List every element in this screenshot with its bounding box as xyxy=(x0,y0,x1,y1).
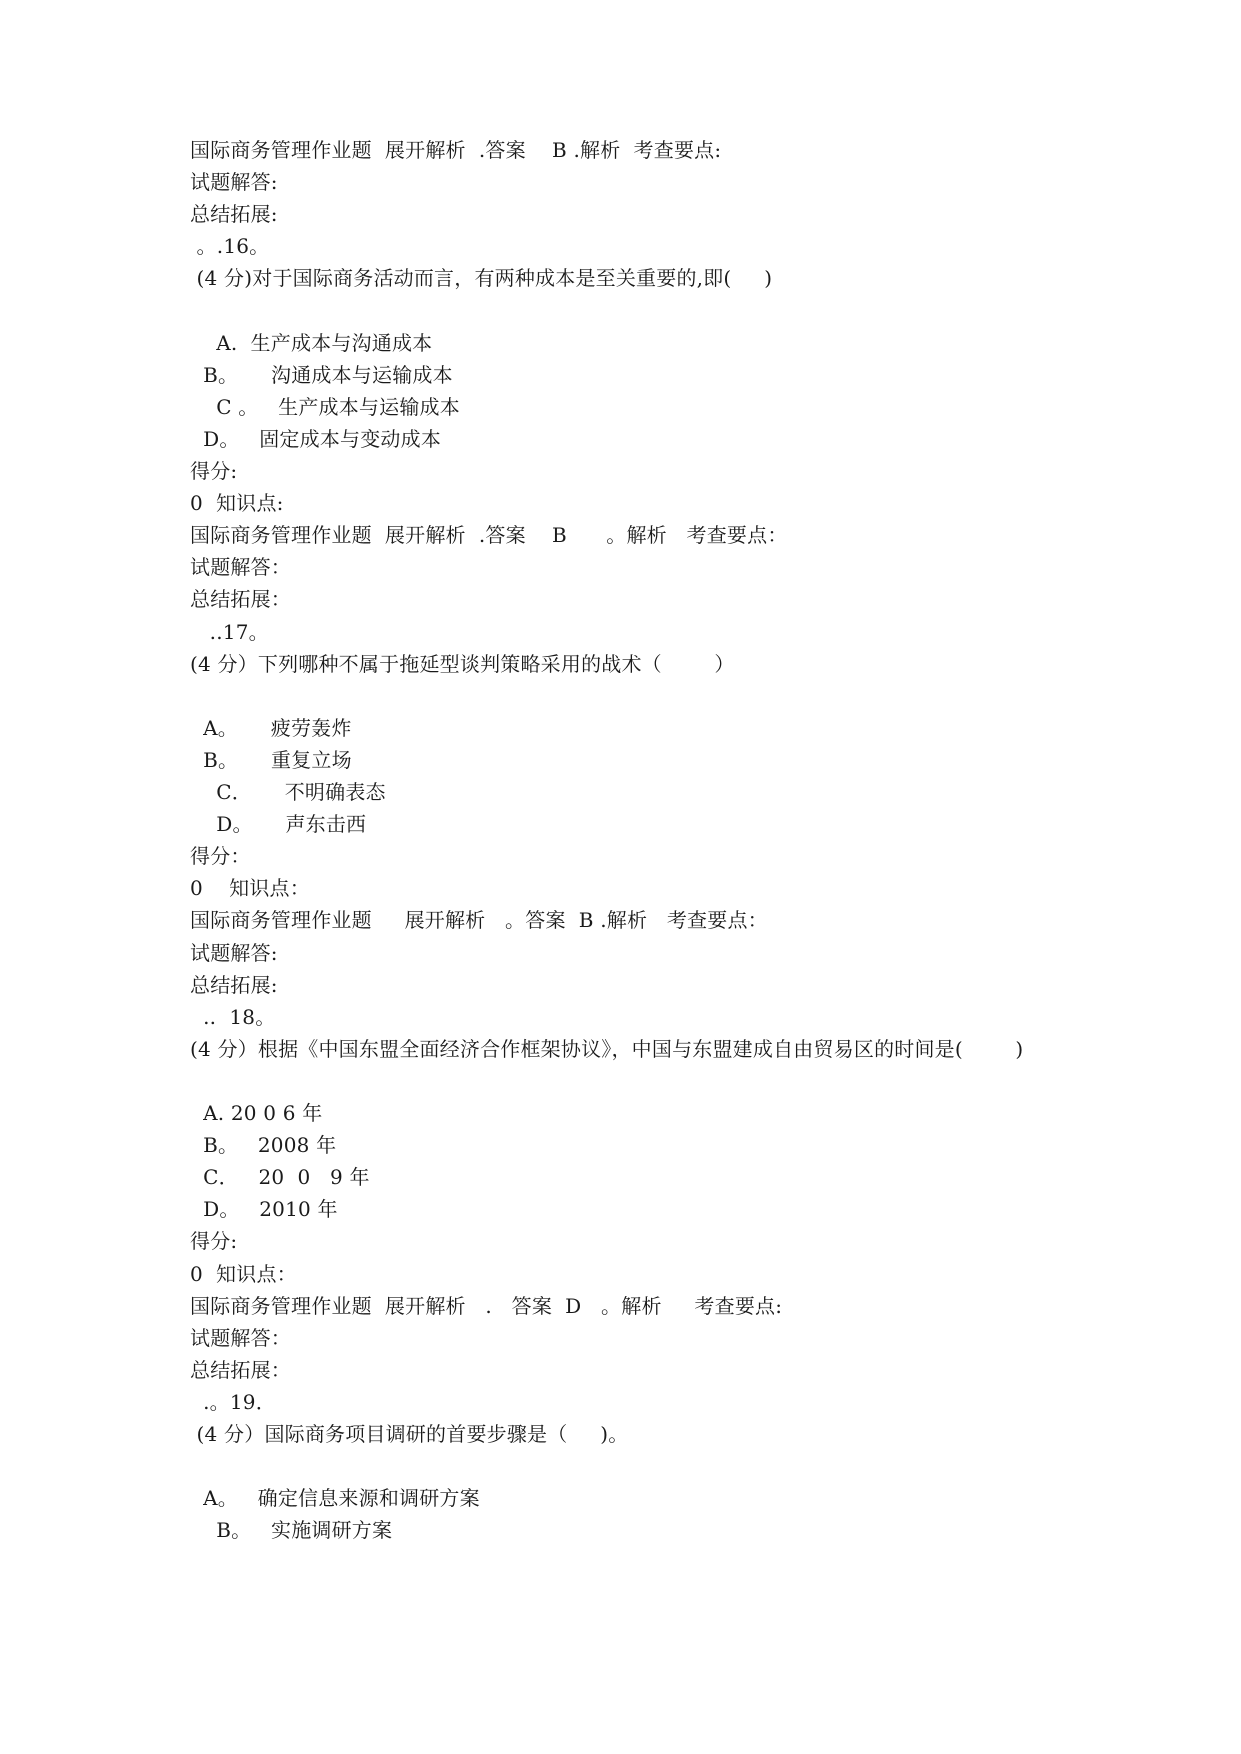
text-line: B。 2008 年 xyxy=(190,1133,337,1158)
text-line: A。 疲劳轰炸 xyxy=(190,715,352,740)
text-line: C． 不明确表态 xyxy=(190,780,386,804)
text-line: ..17。 xyxy=(190,619,269,644)
text-line: 总结拓展： xyxy=(190,1357,291,1382)
text-line: C 。 生产成本与运输成本 xyxy=(190,394,460,419)
text-line: .。19． xyxy=(190,1389,276,1414)
text-line: B。 重复立场 xyxy=(190,747,352,772)
text-line: A. 20 0 6 年 xyxy=(190,1101,323,1125)
text-line: 得分: xyxy=(190,459,238,483)
text-line: 国际商务管理作业题 展开解析 .答案 B .解析 考查要点: xyxy=(190,138,722,162)
text-line: 0 知识点： xyxy=(190,876,310,901)
text-line: A。 确定信息来源和调研方案 xyxy=(190,1486,480,1511)
text-line: D。 固定成本与变动成本 xyxy=(190,426,442,451)
text-line: C． 20 0 9 年 xyxy=(190,1165,370,1190)
text-line: 0 知识点： xyxy=(190,1261,297,1286)
text-line: (4 分）下列哪种不属于拖延型谈判策略采用的战术（ ） xyxy=(190,651,735,676)
text-line: D。 声东击西 xyxy=(190,812,367,837)
text-line: 国际商务管理作业题 展开解析 。答案 B .解析 考查要点： xyxy=(190,908,768,933)
text-line: .. 18。 xyxy=(190,1004,276,1029)
text-line: 试题解答： xyxy=(190,1325,291,1350)
text-line: 试题解答： xyxy=(190,555,291,580)
text-line: 试题解答: xyxy=(190,940,278,965)
text-line: 得分: xyxy=(190,1229,238,1254)
text-line: 总结拓展: xyxy=(190,202,278,227)
text-line: 总结拓展： xyxy=(190,587,291,612)
text-line: (4 分）国际商务项目调研的首要步骤是（ )。 xyxy=(190,1422,629,1446)
text-line: (4 分）根据《中国东盟全面经济合作框架协议》，中国与东盟建成自由贸易区的时间是( ) xyxy=(190,1036,1024,1061)
text-line: B。 沟通成本与运输成本 xyxy=(190,362,453,387)
text-line: (4 分)对于国际商务活动而言，有两种成本是至关重要的,即( ) xyxy=(190,266,773,291)
text-line: 国际商务管理作业题 展开解析 .答案 B 。解析 考查要点： xyxy=(190,523,788,548)
text-line: 国际商务管理作业题 展开解析 . 答案 D 。解析 考查要点: xyxy=(190,1293,783,1318)
text-line: 得分： xyxy=(190,844,251,869)
text-line: A. 生产成本与沟通成本 xyxy=(190,330,433,355)
text-line: 。.16。 xyxy=(190,234,270,259)
text-line: D。 2010 年 xyxy=(190,1197,338,1222)
text-line: 试题解答: xyxy=(190,170,278,195)
text-line: B。 实施调研方案 xyxy=(190,1518,393,1543)
text-line: 总结拓展: xyxy=(190,972,278,997)
text-line: 0 知识点: xyxy=(190,491,284,516)
